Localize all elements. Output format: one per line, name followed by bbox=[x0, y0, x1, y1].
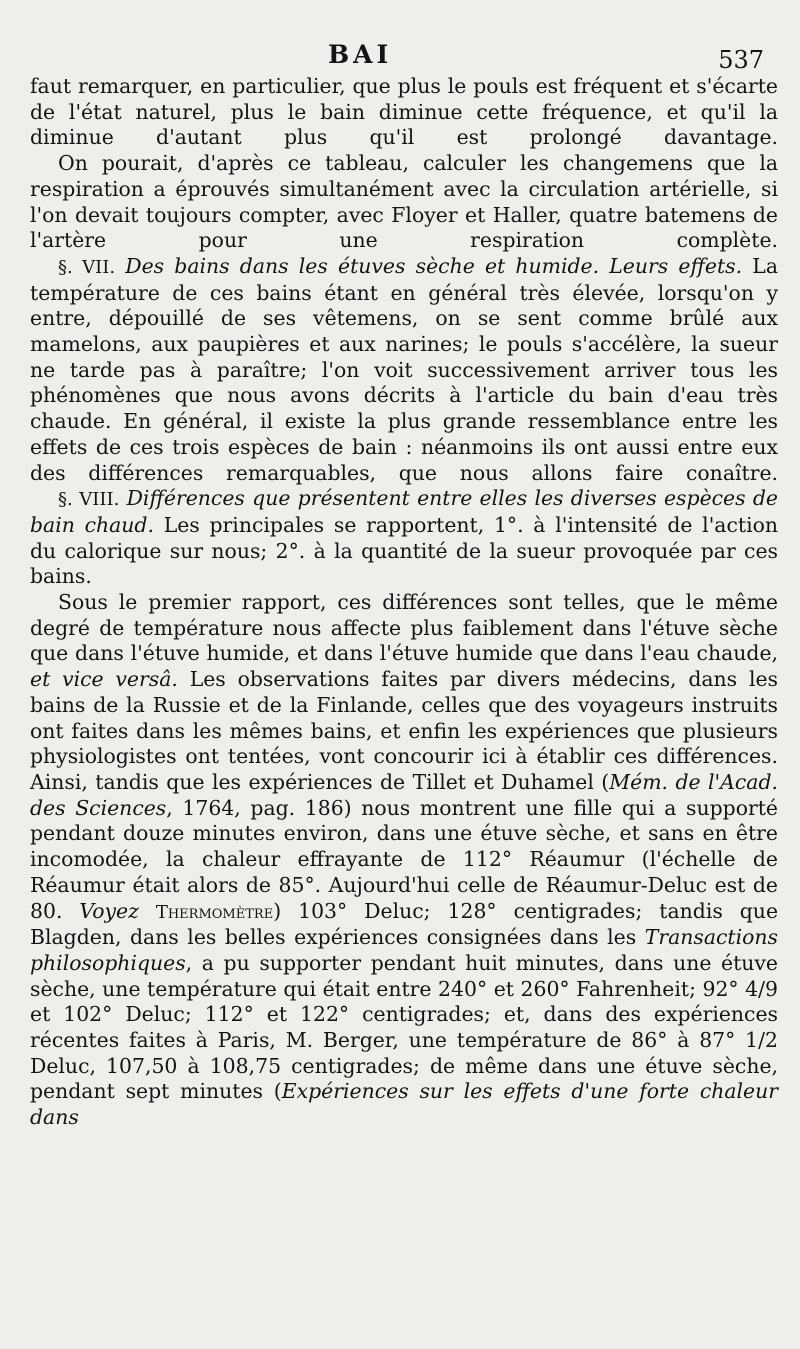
running-head: BAI bbox=[328, 40, 393, 69]
text-run: Les observations faites par divers médecins, dans les bains de la Russie et de la Finlande, celles que des voyageurs instruits ont faites dans les mêmes bains, et enfin les expériences que plusieurs physiologistes ont tentées, vont concourir ici à établir ces différences. Ainsi, tandis que les expériences de Tillet et Duhamel ( bbox=[30, 667, 779, 794]
paragraph: On pourait, d'après ce tableau, calculer les changemens que la respiration a éprouvés simultanément avec la circulation artérielle, si l'on devait toujours compter, avec Floyer et Haller, quatre batemens de l'artère pour une respiration complète. bbox=[30, 151, 778, 253]
text-run: Sous le premier rapport, ces différences sont telles, que le même degré de température nous affecte plus faiblement dans l'étuve sèche que dans l'étuve humide, et dans l'étuve humide que dans l'eau chaude, bbox=[30, 590, 778, 666]
section-title: Des bains dans les étuves sèche et humide. Leurs effets. bbox=[125, 253, 743, 278]
section-number: §. VII. bbox=[58, 256, 116, 278]
citation: Expériences sur les effets d'une forte chaleur dans bbox=[30, 1079, 778, 1130]
paragraph-text: La température de ces bains étant en général très élevée, lorsqu'on y entre, dépouillé de ses vêtemens, on se sent comme brûlé aux mamelons, aux paupières et aux narines; le pouls s'accélère, la sueur ne tarde pas à paraître; l'on voit successivement arriver tous les phénomènes que nous avons décrits à l'article du bain d'eau très chaude. En général, il existe la plus grande ressemblance entre les effets de ces trois espèces de bain : néanmoins ils ont aussi entre eux des différences remarquables, que nous allons faire conaître. bbox=[30, 253, 778, 485]
paragraph bbox=[30, 590, 778, 1131]
text-run: ) 103° Deluc; 128° centigrades; tandis que Blagden, dans les belles expériences consignées dans les bbox=[30, 898, 779, 950]
page-number: 537 bbox=[718, 46, 764, 74]
section-number: §. VIII. bbox=[58, 489, 120, 511]
paragraph: faut remarquer, en particulier, que plus le pouls est fréquent et s'écarte de l'état naturel, plus le bain diminue cette fréquence, et qu'il la diminue d'autant plus qu'il est prolongé davantage. bbox=[30, 74, 778, 150]
body-text bbox=[30, 74, 778, 1131]
italic-run: Voyez bbox=[79, 898, 139, 923]
section-title: Différences que présentent entre elles les diverses espèces de bain chaud. bbox=[30, 486, 778, 537]
citation: Mém. de l'Acad. des Sciences bbox=[30, 769, 778, 820]
paragraph-text: Les principales se rapportent, 1°. à l'intensité de l'action du calorique sur nous; 2°. à la quantité de la sueur provoquée par ces bains. bbox=[30, 512, 778, 589]
cross-reference: Thermomètre bbox=[155, 901, 274, 923]
citation: Transactions philosophiques bbox=[30, 925, 779, 975]
italic-run: et vice versâ. bbox=[30, 667, 178, 692]
section-paragraph bbox=[30, 486, 778, 590]
text-run: , a pu supporter pendant huit minutes, dans une étuve sèche, une température qui était entre 240° et 260° Fahrenheit; 92° 4/9 et 102° Deluc; 112° et 122° centigrades; et, dans des expériences récentes faites à Paris, M. Berger, une température de 86° à 87° 1/2 Deluc, 107,50 à 108,75 centigrades; de même dans une étuve sèche, pendant sept minutes ( bbox=[30, 950, 778, 1104]
section-paragraph bbox=[30, 254, 778, 486]
text-run: , 1764, pag. 186) nous montrent une fille qui a supporté pendant douze minutes environ, dans une étuve sèche, et sans en être incomodée, la chaleur effrayante de 112° Réaumur (l'échelle de Réaumur était alors de 85°. Aujourd'hui celle de Réaumur-Deluc est de 80. bbox=[30, 795, 778, 923]
